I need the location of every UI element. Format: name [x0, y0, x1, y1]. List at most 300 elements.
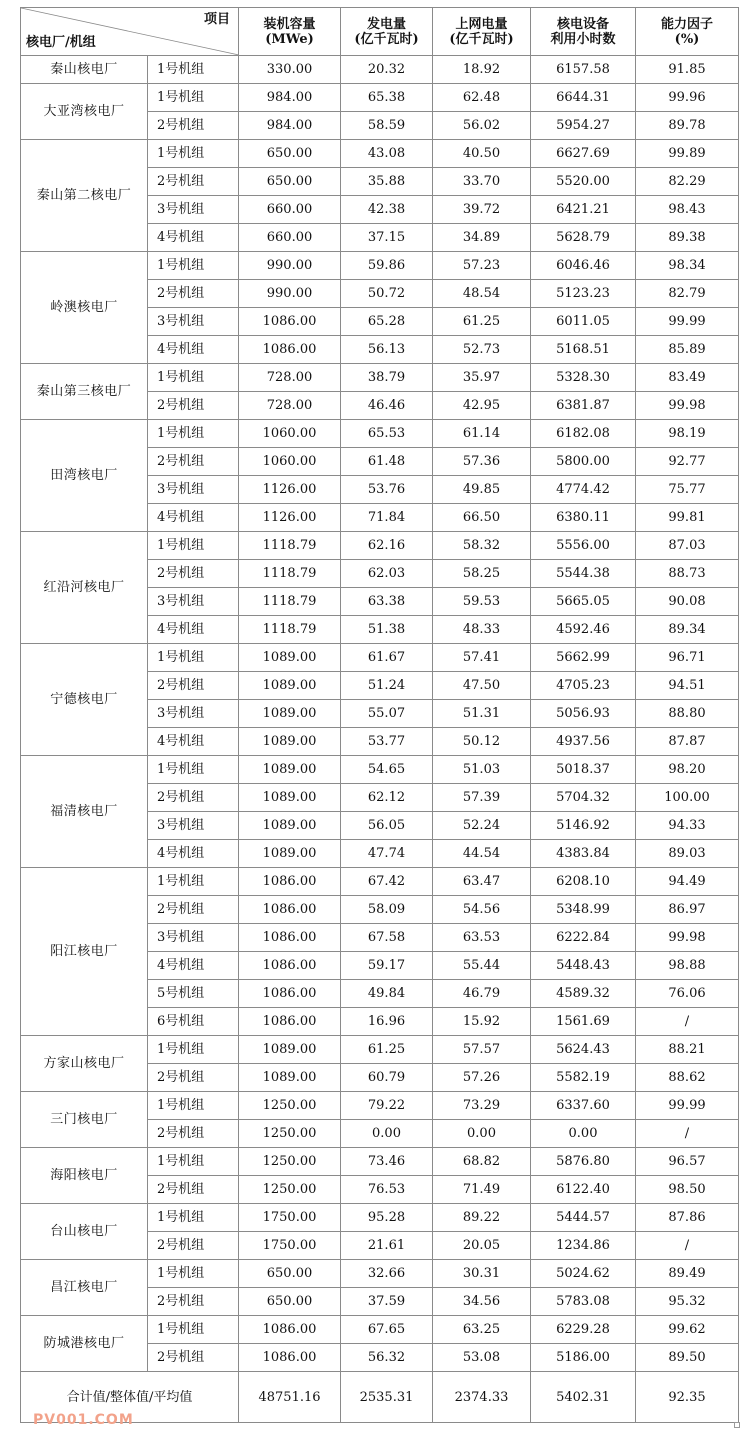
- capacity: 1118.79: [239, 560, 341, 588]
- table-row: [21, 252, 739, 280]
- unit-name: 5号机组: [148, 980, 239, 1008]
- header-item-label: 项目: [203, 12, 230, 27]
- unit-name: 4号机组: [148, 336, 239, 364]
- grid-supply: 52.24: [433, 812, 531, 840]
- plant-name: 台山核电厂: [21, 1204, 148, 1260]
- utilization-hours: 6182.08: [531, 420, 636, 448]
- plant-name: 秦山第二核电厂: [21, 140, 148, 252]
- utilization-hours: 5704.32: [531, 784, 636, 812]
- grid-supply: 52.73: [433, 336, 531, 364]
- unit-name: 1号机组: [148, 1036, 239, 1064]
- grid-supply: 57.26: [433, 1064, 531, 1092]
- header-plant-unit-label: 核电厂/机组: [26, 35, 96, 50]
- grid-supply: 33.70: [433, 168, 531, 196]
- unit-name: 3号机组: [148, 588, 239, 616]
- generation: 53.76: [341, 476, 433, 504]
- unit-name: 2号机组: [148, 1344, 239, 1372]
- generation: 16.96: [341, 1008, 433, 1036]
- capacity: 660.00: [239, 224, 341, 252]
- generation: 20.32: [341, 56, 433, 84]
- table-row: [21, 868, 739, 896]
- generation: 56.05: [341, 812, 433, 840]
- unit-name: 2号机组: [148, 1064, 239, 1092]
- generation: 95.28: [341, 1204, 433, 1232]
- table-row: [21, 140, 739, 168]
- capacity: 984.00: [239, 84, 341, 112]
- capacity: 1118.79: [239, 588, 341, 616]
- total-label: 合计值/整体值/平均值: [21, 1372, 239, 1423]
- capability-factor: 88.62: [636, 1064, 739, 1092]
- generation: 47.74: [341, 840, 433, 868]
- utilization-hours: 5954.27: [531, 112, 636, 140]
- capacity: 1086.00: [239, 336, 341, 364]
- utilization-hours: 6208.10: [531, 868, 636, 896]
- table-row: [21, 364, 739, 392]
- generation: 56.13: [341, 336, 433, 364]
- grid-supply: 15.92: [433, 1008, 531, 1036]
- unit-name: 2号机组: [148, 448, 239, 476]
- generation: 65.38: [341, 84, 433, 112]
- table-row: [21, 1148, 739, 1176]
- grid-supply: 39.72: [433, 196, 531, 224]
- grid-supply: 71.49: [433, 1176, 531, 1204]
- unit-name: 4号机组: [148, 504, 239, 532]
- unit-name: 2号机组: [148, 1176, 239, 1204]
- table-row: [21, 644, 739, 672]
- grid-supply: 34.89: [433, 224, 531, 252]
- unit-name: 1号机组: [148, 252, 239, 280]
- generation: 51.38: [341, 616, 433, 644]
- unit-name: 1号机组: [148, 644, 239, 672]
- generation: 21.61: [341, 1232, 433, 1260]
- unit-name: 3号机组: [148, 196, 239, 224]
- utilization-hours: 6222.84: [531, 924, 636, 952]
- utilization-hours: 0.00: [531, 1120, 636, 1148]
- utilization-hours: 6644.31: [531, 84, 636, 112]
- utilization-hours: 6627.69: [531, 140, 636, 168]
- unit-name: 1号机组: [148, 1204, 239, 1232]
- plant-name: 昌江核电厂: [21, 1260, 148, 1316]
- generation: 58.59: [341, 112, 433, 140]
- unit-name: 1号机组: [148, 1092, 239, 1120]
- capacity: 660.00: [239, 196, 341, 224]
- capacity: 1086.00: [239, 868, 341, 896]
- unit-name: 2号机组: [148, 784, 239, 812]
- capacity: 1250.00: [239, 1148, 341, 1176]
- average-utilization-hours: 5402.31: [531, 1372, 636, 1423]
- generation: 59.86: [341, 252, 433, 280]
- grid-supply: 20.05: [433, 1232, 531, 1260]
- header-row: [21, 8, 739, 56]
- grid-supply: 57.23: [433, 252, 531, 280]
- unit-name: 1号机组: [148, 140, 239, 168]
- utilization-hours: 6337.60: [531, 1092, 636, 1120]
- utilization-hours: 5876.80: [531, 1148, 636, 1176]
- grid-supply: 68.82: [433, 1148, 531, 1176]
- generation: 65.53: [341, 420, 433, 448]
- header-grid-supply: 上网电量 (亿千瓦时): [433, 8, 531, 56]
- capability-factor: /: [636, 1232, 739, 1260]
- unit-name: 3号机组: [148, 476, 239, 504]
- plant-name: 田湾核电厂: [21, 420, 148, 532]
- plant-name: 岭澳核电厂: [21, 252, 148, 364]
- grid-supply: 63.25: [433, 1316, 531, 1344]
- capacity: 1250.00: [239, 1120, 341, 1148]
- grid-supply: 49.85: [433, 476, 531, 504]
- header-generation: 发电量 (亿千瓦时): [341, 8, 433, 56]
- capacity: 1086.00: [239, 924, 341, 952]
- table-row: [21, 56, 739, 84]
- capability-factor: 88.21: [636, 1036, 739, 1064]
- utilization-hours: 5448.43: [531, 952, 636, 980]
- capability-factor: 88.80: [636, 700, 739, 728]
- capability-factor: /: [636, 1120, 739, 1148]
- capability-factor: 82.29: [636, 168, 739, 196]
- utilization-hours: 4705.23: [531, 672, 636, 700]
- unit-name: 2号机组: [148, 560, 239, 588]
- generation: 38.79: [341, 364, 433, 392]
- unit-name: 4号机组: [148, 616, 239, 644]
- utilization-hours: 5520.00: [531, 168, 636, 196]
- grid-supply: 89.22: [433, 1204, 531, 1232]
- grid-supply: 57.36: [433, 448, 531, 476]
- generation: 53.77: [341, 728, 433, 756]
- generation: 65.28: [341, 308, 433, 336]
- utilization-hours: 4592.46: [531, 616, 636, 644]
- unit-name: 4号机组: [148, 728, 239, 756]
- corner-mark: [734, 1422, 740, 1428]
- utilization-hours: 5628.79: [531, 224, 636, 252]
- plant-name: 秦山核电厂: [21, 56, 148, 84]
- table-row: [21, 1092, 739, 1120]
- capability-factor: 86.97: [636, 896, 739, 924]
- grid-supply: 56.02: [433, 112, 531, 140]
- capability-factor: 85.89: [636, 336, 739, 364]
- capability-factor: 89.49: [636, 1260, 739, 1288]
- utilization-hours: 5582.19: [531, 1064, 636, 1092]
- capacity: 650.00: [239, 168, 341, 196]
- capability-factor: 83.49: [636, 364, 739, 392]
- generation: 37.59: [341, 1288, 433, 1316]
- capacity: 1089.00: [239, 784, 341, 812]
- grid-supply: 58.32: [433, 532, 531, 560]
- unit-name: 1号机组: [148, 56, 239, 84]
- capability-factor: 99.89: [636, 140, 739, 168]
- capacity: 1086.00: [239, 896, 341, 924]
- generation: 35.88: [341, 168, 433, 196]
- utilization-hours: 5665.05: [531, 588, 636, 616]
- capacity: 1086.00: [239, 1316, 341, 1344]
- grid-supply: 59.53: [433, 588, 531, 616]
- capability-factor: 89.50: [636, 1344, 739, 1372]
- generation: 62.03: [341, 560, 433, 588]
- utilization-hours: 5348.99: [531, 896, 636, 924]
- unit-name: 4号机组: [148, 840, 239, 868]
- nuclear-plant-operation-table: [20, 7, 739, 1423]
- generation: 42.38: [341, 196, 433, 224]
- unit-name: 1号机组: [148, 1148, 239, 1176]
- generation: 56.32: [341, 1344, 433, 1372]
- plant-name: 阳江核电厂: [21, 868, 148, 1036]
- utilization-hours: 5328.30: [531, 364, 636, 392]
- capability-factor: 99.99: [636, 308, 739, 336]
- capability-factor: 96.57: [636, 1148, 739, 1176]
- capability-factor: 76.06: [636, 980, 739, 1008]
- capacity: 1086.00: [239, 1344, 341, 1372]
- watermark: PV001.COM: [33, 1412, 134, 1428]
- unit-name: 4号机组: [148, 224, 239, 252]
- capacity: 1750.00: [239, 1232, 341, 1260]
- grid-supply: 61.14: [433, 420, 531, 448]
- capability-factor: 89.34: [636, 616, 739, 644]
- generation: 46.46: [341, 392, 433, 420]
- capacity: 330.00: [239, 56, 341, 84]
- capability-factor: 88.73: [636, 560, 739, 588]
- generation: 63.38: [341, 588, 433, 616]
- plant-name: 秦山第三核电厂: [21, 364, 148, 420]
- capability-factor: 95.32: [636, 1288, 739, 1316]
- capability-factor: 92.77: [636, 448, 739, 476]
- utilization-hours: 6011.05: [531, 308, 636, 336]
- grid-supply: 34.56: [433, 1288, 531, 1316]
- capacity: 990.00: [239, 252, 341, 280]
- capacity: 1089.00: [239, 812, 341, 840]
- capability-factor: 94.33: [636, 812, 739, 840]
- total-generation: 2535.31: [341, 1372, 433, 1423]
- grid-supply: 35.97: [433, 364, 531, 392]
- utilization-hours: 6229.28: [531, 1316, 636, 1344]
- capacity: 984.00: [239, 112, 341, 140]
- capacity: 1118.79: [239, 616, 341, 644]
- capability-factor: 94.49: [636, 868, 739, 896]
- unit-name: 3号机组: [148, 812, 239, 840]
- capacity: 1086.00: [239, 1008, 341, 1036]
- capacity: 650.00: [239, 1260, 341, 1288]
- table-row: [21, 1260, 739, 1288]
- capacity: 1089.00: [239, 756, 341, 784]
- capability-factor: 99.96: [636, 84, 739, 112]
- capability-factor: /: [636, 1008, 739, 1036]
- capacity: 728.00: [239, 364, 341, 392]
- unit-name: 2号机组: [148, 672, 239, 700]
- grid-supply: 0.00: [433, 1120, 531, 1148]
- unit-name: 2号机组: [148, 392, 239, 420]
- grid-supply: 54.56: [433, 896, 531, 924]
- capability-factor: 98.34: [636, 252, 739, 280]
- grid-supply: 48.54: [433, 280, 531, 308]
- plant-name: 大亚湾核电厂: [21, 84, 148, 140]
- grid-supply: 47.50: [433, 672, 531, 700]
- utilization-hours: 5168.51: [531, 336, 636, 364]
- capacity: 1089.00: [239, 728, 341, 756]
- capacity: 1250.00: [239, 1176, 341, 1204]
- generation: 62.12: [341, 784, 433, 812]
- capability-factor: 89.38: [636, 224, 739, 252]
- capability-factor: 90.08: [636, 588, 739, 616]
- plant-name: 红沿河核电厂: [21, 532, 148, 644]
- unit-name: 2号机组: [148, 1232, 239, 1260]
- capability-factor: 94.51: [636, 672, 739, 700]
- unit-name: 2号机组: [148, 112, 239, 140]
- total-capacity: 48751.16: [239, 1372, 341, 1423]
- capacity: 1060.00: [239, 420, 341, 448]
- capability-factor: 96.71: [636, 644, 739, 672]
- grid-supply: 61.25: [433, 308, 531, 336]
- utilization-hours: 6380.11: [531, 504, 636, 532]
- generation: 61.48: [341, 448, 433, 476]
- unit-name: 2号机组: [148, 896, 239, 924]
- capability-factor: 87.03: [636, 532, 739, 560]
- average-capability-factor: 92.35: [636, 1372, 739, 1423]
- generation: 67.58: [341, 924, 433, 952]
- table-row: [21, 756, 739, 784]
- grid-supply: 48.33: [433, 616, 531, 644]
- utilization-hours: 6381.87: [531, 392, 636, 420]
- generation: 49.84: [341, 980, 433, 1008]
- utilization-hours: 5800.00: [531, 448, 636, 476]
- plant-name: 防城港核电厂: [21, 1316, 148, 1372]
- capacity: 1086.00: [239, 980, 341, 1008]
- grid-supply: 30.31: [433, 1260, 531, 1288]
- capability-factor: 87.87: [636, 728, 739, 756]
- capability-factor: 99.81: [636, 504, 739, 532]
- capacity: 1089.00: [239, 1036, 341, 1064]
- table-row: [21, 1204, 739, 1232]
- plant-name: 方家山核电厂: [21, 1036, 148, 1092]
- capacity: 1126.00: [239, 476, 341, 504]
- utilization-hours: 5662.99: [531, 644, 636, 672]
- capability-factor: 89.78: [636, 112, 739, 140]
- unit-name: 1号机组: [148, 868, 239, 896]
- capability-factor: 75.77: [636, 476, 739, 504]
- unit-name: 2号机组: [148, 1120, 239, 1148]
- grid-supply: 51.31: [433, 700, 531, 728]
- grid-supply: 63.47: [433, 868, 531, 896]
- capability-factor: 98.19: [636, 420, 739, 448]
- unit-name: 3号机组: [148, 924, 239, 952]
- unit-name: 3号机组: [148, 308, 239, 336]
- utilization-hours: 4589.32: [531, 980, 636, 1008]
- generation: 61.67: [341, 644, 433, 672]
- unit-name: 1号机组: [148, 364, 239, 392]
- grid-supply: 40.50: [433, 140, 531, 168]
- unit-name: 1号机组: [148, 84, 239, 112]
- capacity: 728.00: [239, 392, 341, 420]
- generation: 58.09: [341, 896, 433, 924]
- utilization-hours: 5444.57: [531, 1204, 636, 1232]
- generation: 55.07: [341, 700, 433, 728]
- capacity: 1118.79: [239, 532, 341, 560]
- capability-factor: 99.98: [636, 392, 739, 420]
- generation: 54.65: [341, 756, 433, 784]
- header-corner-cell: [21, 8, 239, 56]
- utilization-hours: 5018.37: [531, 756, 636, 784]
- plant-name: 福清核电厂: [21, 756, 148, 868]
- capacity: 1089.00: [239, 700, 341, 728]
- capability-factor: 91.85: [636, 56, 739, 84]
- grid-supply: 55.44: [433, 952, 531, 980]
- capability-factor: 99.62: [636, 1316, 739, 1344]
- grid-supply: 63.53: [433, 924, 531, 952]
- unit-name: 2号机组: [148, 280, 239, 308]
- generation: 51.24: [341, 672, 433, 700]
- plant-name: 海阳核电厂: [21, 1148, 148, 1204]
- generation: 62.16: [341, 532, 433, 560]
- utilization-hours: 6046.46: [531, 252, 636, 280]
- generation: 59.17: [341, 952, 433, 980]
- unit-name: 2号机组: [148, 1288, 239, 1316]
- grid-supply: 66.50: [433, 504, 531, 532]
- grid-supply: 57.41: [433, 644, 531, 672]
- capability-factor: 100.00: [636, 784, 739, 812]
- plant-name: 宁德核电厂: [21, 644, 148, 756]
- unit-name: 1号机组: [148, 1316, 239, 1344]
- grid-supply: 62.48: [433, 84, 531, 112]
- capacity: 1089.00: [239, 1064, 341, 1092]
- utilization-hours: 6122.40: [531, 1176, 636, 1204]
- capability-factor: 98.50: [636, 1176, 739, 1204]
- utilization-hours: 5056.93: [531, 700, 636, 728]
- grid-supply: 51.03: [433, 756, 531, 784]
- unit-name: 2号机组: [148, 168, 239, 196]
- table-row: [21, 1036, 739, 1064]
- utilization-hours: 1234.86: [531, 1232, 636, 1260]
- generation: 71.84: [341, 504, 433, 532]
- grid-supply: 44.54: [433, 840, 531, 868]
- capacity: 1086.00: [239, 308, 341, 336]
- grid-supply: 53.08: [433, 1344, 531, 1372]
- generation: 0.00: [341, 1120, 433, 1148]
- capacity: 1086.00: [239, 952, 341, 980]
- utilization-hours: 6421.21: [531, 196, 636, 224]
- unit-name: 3号机组: [148, 700, 239, 728]
- grid-supply: 46.79: [433, 980, 531, 1008]
- utilization-hours: 4774.42: [531, 476, 636, 504]
- header-utilization-hours: 核电设备 利用小时数: [531, 8, 636, 56]
- grid-supply: 42.95: [433, 392, 531, 420]
- utilization-hours: 5624.43: [531, 1036, 636, 1064]
- capacity: 650.00: [239, 140, 341, 168]
- capacity: 1089.00: [239, 644, 341, 672]
- generation: 67.65: [341, 1316, 433, 1344]
- generation: 76.53: [341, 1176, 433, 1204]
- capability-factor: 99.98: [636, 924, 739, 952]
- grid-supply: 58.25: [433, 560, 531, 588]
- utilization-hours: 6157.58: [531, 56, 636, 84]
- utilization-hours: 5783.08: [531, 1288, 636, 1316]
- total-grid-supply: 2374.33: [433, 1372, 531, 1423]
- capability-factor: 87.86: [636, 1204, 739, 1232]
- capability-factor: 99.99: [636, 1092, 739, 1120]
- utilization-hours: 5186.00: [531, 1344, 636, 1372]
- generation: 61.25: [341, 1036, 433, 1064]
- generation: 43.08: [341, 140, 433, 168]
- capacity: 1089.00: [239, 672, 341, 700]
- generation: 50.72: [341, 280, 433, 308]
- capability-factor: 98.20: [636, 756, 739, 784]
- unit-name: 1号机组: [148, 420, 239, 448]
- plant-name: 三门核电厂: [21, 1092, 148, 1148]
- capability-factor: 98.43: [636, 196, 739, 224]
- utilization-hours: 5146.92: [531, 812, 636, 840]
- utilization-hours: 1561.69: [531, 1008, 636, 1036]
- table-row: [21, 1316, 739, 1344]
- utilization-hours: 5556.00: [531, 532, 636, 560]
- grid-supply: 57.39: [433, 784, 531, 812]
- generation: 79.22: [341, 1092, 433, 1120]
- capacity: 1250.00: [239, 1092, 341, 1120]
- generation: 60.79: [341, 1064, 433, 1092]
